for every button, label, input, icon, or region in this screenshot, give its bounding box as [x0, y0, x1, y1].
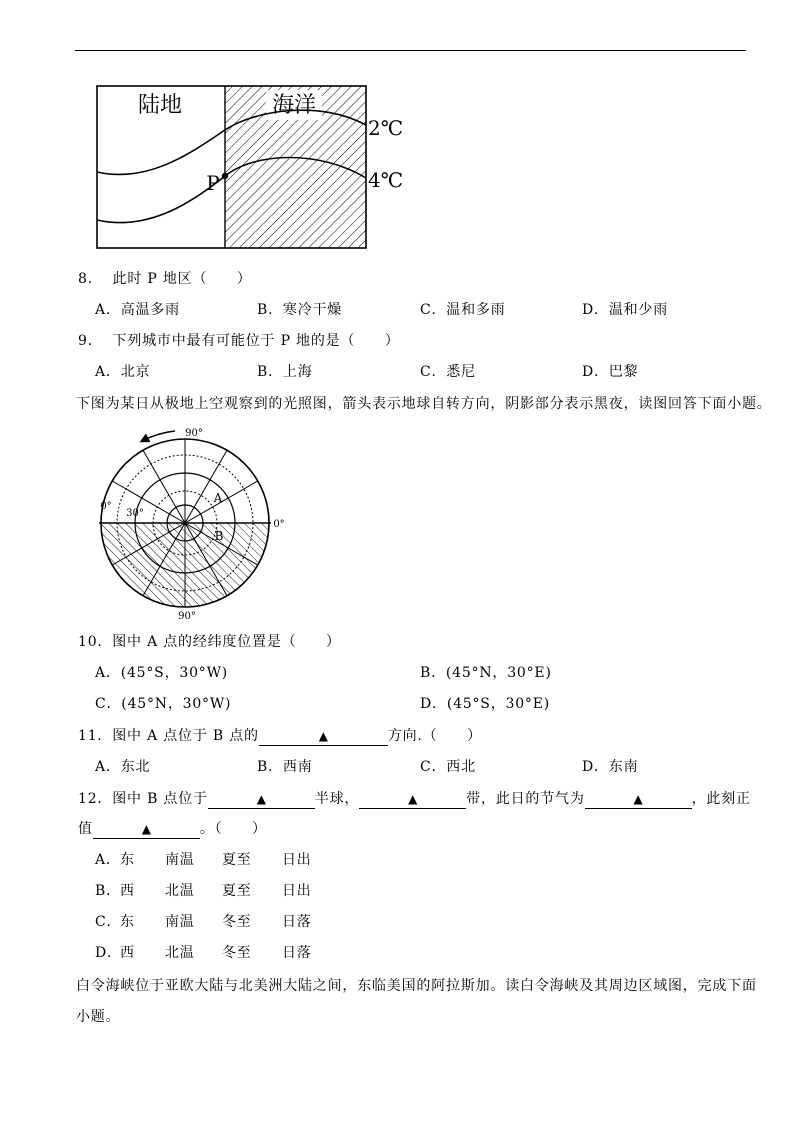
option-solar-term: 冬至 — [222, 914, 252, 930]
option-direction: 西 — [120, 945, 135, 961]
label-bottom-90: 90° — [178, 611, 196, 622]
bering-intro-line-2: 小题。 — [76, 1009, 121, 1025]
option-time: 日落 — [282, 945, 312, 961]
question-12-stem-line-1 — [78, 789, 751, 809]
question-number: 9． — [78, 333, 103, 349]
option-solar-term: 夏至 — [222, 852, 252, 868]
option-letter: D． — [95, 945, 122, 961]
option-direction: 东 — [120, 852, 135, 868]
option-time: 日出 — [282, 883, 312, 899]
q12-option-b — [95, 881, 335, 901]
q10-option-d: D．(45°S，30°E) — [420, 696, 550, 712]
q8-option-c: C．温和多雨 — [420, 302, 506, 318]
option-letter: B． — [95, 883, 121, 899]
meridian-line — [185, 450, 227, 523]
q10-option-b: B．(45°N，30°E) — [420, 665, 552, 681]
answer-blank: ▲ — [359, 791, 466, 809]
q10-option-c: C．(45°N，30°W) — [95, 696, 232, 712]
isotherm-lower-label: 4℃ — [368, 168, 404, 192]
option-letter: A． — [95, 852, 121, 868]
q8-option-b: B．寒冷干燥 — [257, 302, 343, 318]
question-number: 12． — [78, 791, 113, 807]
option-time: 日出 — [282, 852, 312, 868]
label-left-0: 0° — [100, 501, 112, 512]
option-zone: 北温 — [165, 945, 195, 961]
q12-option-d — [95, 943, 335, 963]
isotherm-upper-label: 2℃ — [368, 116, 404, 140]
answer-blank: ▲ — [259, 728, 388, 746]
question-8-stem — [78, 269, 252, 289]
meridian-line — [112, 481, 185, 523]
question-text: 带，此日的节气为 — [466, 791, 585, 807]
answer-blank: ▲ — [208, 791, 315, 809]
rotation-arrow-icon — [142, 431, 175, 441]
label-right-0: 0° — [273, 519, 285, 530]
question-text: 半球， — [314, 791, 360, 807]
header-rule — [75, 50, 746, 51]
bering-intro-line-1: 白令海峡位于亚欧大陆与北美洲大陆之间，东临美国的阿拉斯加。读白令海峡及其周边区域图，完成下面 — [76, 978, 757, 994]
q11-option-b: B．西南 — [257, 759, 313, 775]
option-solar-term: 冬至 — [222, 945, 252, 961]
q11-option-a: A．东北 — [95, 759, 151, 775]
question-text: 。（ ） — [199, 821, 267, 837]
option-letter: C． — [95, 914, 122, 930]
q9-option-d: D．巴黎 — [582, 364, 639, 380]
point-p-marker — [222, 173, 228, 179]
polar-illumination-figure — [95, 425, 295, 625]
label-top-90: 90° — [185, 428, 203, 439]
q11-option-d: D．东南 — [582, 759, 639, 775]
land-sea-isotherm-figure — [90, 80, 420, 255]
point-p-label: P — [206, 171, 220, 195]
question-text: 值 — [78, 821, 93, 837]
q10-option-a: A．(45°S，30°W) — [95, 665, 229, 681]
meridian-line — [143, 450, 185, 523]
question-text: 图中 A 点位于 B 点的 — [112, 728, 259, 744]
q9-option-a: A．北京 — [95, 364, 151, 380]
land-label: 陆地 — [137, 93, 183, 118]
option-zone: 南温 — [165, 914, 195, 930]
label-30: 30° — [126, 508, 144, 519]
q8-option-d: D．温和少雨 — [582, 302, 669, 318]
option-zone: 北温 — [165, 883, 195, 899]
question-text: ，此刻正 — [691, 791, 751, 807]
point-b-label: B — [214, 529, 224, 543]
question-number: 11． — [78, 728, 113, 744]
answer-blank: ▲ — [93, 821, 200, 839]
option-direction: 东 — [120, 914, 135, 930]
q9-option-b: B．上海 — [257, 364, 313, 380]
question-text: 图中 B 点位于 — [112, 791, 208, 807]
point-a-label: A — [213, 491, 223, 505]
question-text: 图中 A 点的经纬度位置是（ ） — [112, 634, 341, 650]
question-10-stem — [78, 632, 341, 652]
question-number: 10． — [78, 634, 113, 650]
option-solar-term: 夏至 — [222, 883, 252, 899]
question-number: 8． — [78, 271, 103, 287]
question-text: 方向.（ ） — [387, 728, 482, 744]
q9-option-c: C．悉尼 — [420, 364, 476, 380]
question-11-stem — [78, 726, 482, 746]
q12-option-c — [95, 912, 335, 932]
q12-option-a — [95, 850, 335, 870]
illumination-intro: 下图为某日从极地上空观察到的光照图，箭头表示地球自转方向，阴影部分表示黑夜，读图回答下面小题。 — [76, 396, 772, 412]
question-text: 下列城市中最有可能位于 P 地的是（ ） — [112, 333, 400, 349]
option-direction: 西 — [120, 883, 135, 899]
q8-option-a: A．高温多雨 — [95, 302, 180, 318]
answer-blank: ▲ — [585, 791, 692, 809]
ocean-label: 海洋 — [271, 93, 317, 118]
q11-option-c: C．西北 — [420, 759, 476, 775]
option-time: 日落 — [282, 914, 312, 930]
option-zone: 南温 — [165, 852, 195, 868]
question-9-stem — [78, 331, 400, 351]
question-text: 此时 P 地区（ ） — [112, 271, 252, 287]
question-12-stem-line-2 — [78, 819, 267, 839]
